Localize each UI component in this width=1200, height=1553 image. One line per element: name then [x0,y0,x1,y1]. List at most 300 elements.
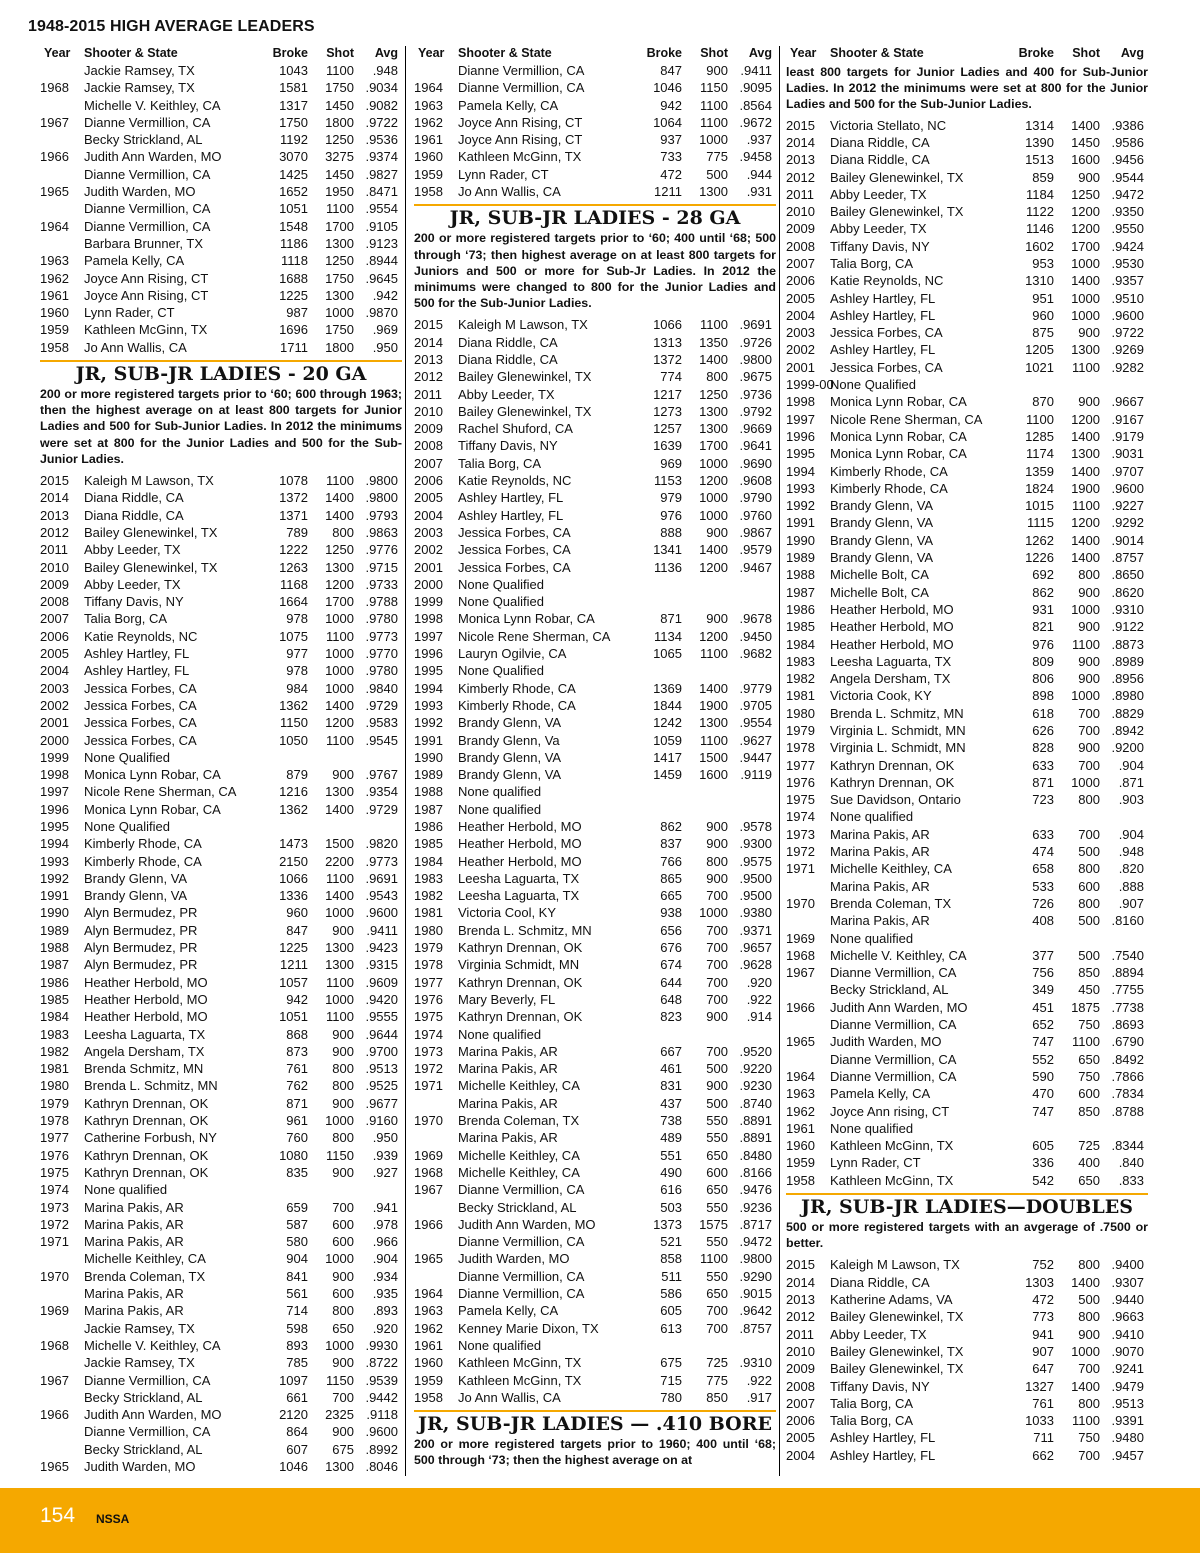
shot-cell: 1400 [1071,463,1100,479]
shooter-cell: Marina Pakis, AR [84,1303,184,1319]
shooter-cell: Bailey Glenewinkel, TX [458,403,592,419]
broke-cell: 1639 [653,438,682,454]
shot-cell: 1400 [1071,273,1100,289]
shot-cell: 900 [706,524,728,540]
broke-cell: 979 [660,490,682,506]
avg-cell: .9118 [366,1407,398,1423]
shot-cell [308,818,354,835]
shot-cell: 1300 [699,715,728,731]
shot-cell: 700 [706,974,728,990]
year-cell [40,166,84,183]
avg-cell: .942 [372,287,398,303]
year-cell [40,1441,84,1458]
year-cell: 2010 [786,204,815,220]
shot-cell: 1000 [699,507,728,523]
table-row [414,1164,776,1181]
year-cell: 1969 [786,930,815,946]
broke-cell: 656 [660,922,682,938]
broke-cell: 1844 [653,697,682,713]
shooter-cell: Katie Reynolds, NC [830,273,944,289]
shooter-cell: Bailey Glenewinkel, TX [830,1361,964,1377]
table-row [786,393,1148,410]
shot-cell [1054,376,1100,393]
table-row [414,1268,776,1285]
shot-cell: 500 [1078,913,1100,929]
shooter-cell: Alyn Bermudez, PR [84,922,198,938]
broke-cell: 1051 [279,201,308,217]
broke-cell: 521 [660,1234,682,1250]
shooter-cell: Angela Dersham, TX [830,671,951,687]
avg-cell: .9525 [365,1078,398,1094]
shooter-cell: Jackie Ramsey, TX [84,1320,195,1336]
shot-cell: 1875 [1071,999,1100,1015]
broke-cell: 761 [1032,1395,1054,1411]
avg-cell [354,818,398,835]
table-row [40,1026,402,1043]
year-cell: 1991 [786,515,815,531]
year-cell: 1977 [414,974,443,990]
shooter-cell: Kaleigh M Lawson, TX [830,1257,960,1273]
shooter-cell: Pamela Kelly, CA [830,1086,931,1102]
shot-cell [1054,930,1100,947]
shot-cell [1054,1120,1100,1137]
table-row [414,904,776,921]
shot-cell: 450 [1078,982,1100,998]
header-shooter: Shooter & State [830,46,924,60]
shot-cell: 900 [1078,740,1100,756]
year-cell: 1982 [414,888,443,904]
year-cell [40,235,84,252]
shooter-cell: Michelle Bolt, CA [830,567,929,583]
table-row [786,1326,1148,1343]
shooter-cell: Dianne Vermillion, CA [84,218,211,234]
year-cell: 1959 [414,1372,443,1388]
shot-cell: 1350 [699,334,728,350]
avg-cell: .9513 [1111,1395,1144,1411]
table-row [786,341,1148,358]
shot-cell: 700 [706,957,728,973]
page-title: 1948-2015 HIGH AVERAGE LEADERS [28,18,315,35]
avg-cell: .9677 [365,1095,398,1111]
table-row [40,1147,402,1164]
year-cell: 1993 [786,480,815,496]
shooter-cell: Marina Pakis, AR [458,1095,558,1111]
broke-cell: 809 [1032,653,1054,669]
avg-cell: .6790 [1111,1034,1144,1050]
broke-cell: 1372 [279,490,308,506]
year-cell: 1962 [414,114,443,130]
table-row [40,1216,402,1233]
table-row [414,524,776,541]
broke-cell: 1075 [279,628,308,644]
avg-cell: .9282 [1111,359,1144,375]
year-cell [414,1095,458,1112]
shot-cell: 1000 [325,991,354,1007]
table-row [414,316,776,333]
shot-cell: 1100 [700,114,728,130]
table-row [414,1372,776,1389]
avg-cell: .9447 [739,749,772,765]
shooter-cell: Jackie Ramsey, TX [84,80,195,96]
shot-cell: 650 [1078,1051,1100,1067]
shot-cell [1054,808,1100,825]
broke-cell: 1750 [279,114,308,130]
avg-cell: .8740 [739,1095,772,1111]
shooter-cell: Pamela Kelly, CA [458,97,559,113]
table-row [414,1216,776,1233]
shooter-cell: Abby Leeder, TX [830,221,927,237]
broke-cell: 489 [660,1130,682,1146]
broke-cell: 960 [286,905,308,921]
shooter-cell: Talia Borg, CA [830,1395,914,1411]
shooter-cell: Michelle Keithley, CA [458,1164,580,1180]
avg-cell: .9307 [1111,1274,1144,1290]
avg-cell: .922 [746,1372,772,1388]
avg-cell: .9479 [1111,1378,1144,1394]
table-row [786,1308,1148,1325]
shooter-cell: Judith Warden, MO [84,184,196,200]
year-cell: 1983 [40,1026,69,1042]
shot-cell: 550 [706,1113,728,1129]
shooter-cell: Dianne Vermillion, CA [830,1051,957,1067]
table-row [40,97,402,114]
year-cell: 1980 [414,922,443,938]
avg-cell: .9870 [365,305,398,321]
avg-cell: .9500 [739,888,772,904]
table-row [414,472,776,489]
column-2 [414,44,776,1474]
shot-cell: 650 [706,1182,728,1198]
shot-cell: 500 [1078,1292,1100,1308]
year-cell [414,1233,458,1250]
year-cell: 1969 [40,1303,69,1319]
broke-cell: 1136 [654,559,682,575]
broke-cell: 1664 [279,594,308,610]
broke-cell: 789 [286,524,308,540]
avg-cell: .7738 [1111,999,1144,1015]
broke-cell: 1021 [1025,359,1054,375]
broke-cell: 1078 [279,473,308,489]
table-row [786,584,1148,601]
avg-cell: .8980 [1111,688,1144,704]
avg-cell: .9070 [1111,1343,1144,1359]
broke-cell: 1184 [1026,186,1054,202]
table-row [40,183,402,200]
avg-cell: .9715 [365,559,398,575]
avg-cell: .9800 [365,490,398,506]
shooter-cell: Monica Lynn Robar, CA [830,446,967,462]
broke-cell: 648 [660,991,682,1007]
avg-cell: .9034 [365,80,398,96]
shot-cell: 1000 [1071,290,1100,306]
shooter-cell: Dianne Vermillion, CA [458,80,585,96]
shot-cell: 1000 [325,611,354,627]
avg-cell: .9867 [739,524,772,540]
shooter-cell: Joyce Ann rising, CT [830,1103,950,1119]
avg-cell: .937 [746,132,772,148]
table-row [786,463,1148,480]
avg-cell: .9015 [739,1286,772,1302]
year-cell: 1993 [414,697,443,713]
shot-cell: 700 [332,1199,354,1215]
year-cell: 1991 [40,888,69,904]
table-row [40,680,402,697]
shooter-cell: Kimberly Rhode, CA [84,853,202,869]
shot-cell: 1100 [700,1251,728,1267]
shot-cell: 1900 [1071,480,1100,496]
year-cell: 1999 [40,749,69,765]
avg-cell: .9691 [739,317,772,333]
shooter-cell: Leesha Laguarta, TX [84,1026,206,1042]
shot-cell: 1100 [326,974,354,990]
table-row [40,801,402,818]
shooter-cell: None qualified [458,801,542,817]
table-row [414,1129,776,1146]
avg-cell: .9536 [365,132,398,148]
broke-cell: 858 [660,1251,682,1267]
shot-cell: 800 [1078,895,1100,911]
shot-cell: 1200 [1071,515,1100,531]
table-row [786,981,1148,998]
avg-cell: .8894 [1111,965,1144,981]
broke-cell: 1051 [279,1009,308,1025]
broke-cell: 987 [286,305,308,321]
avg-cell [1100,930,1144,947]
year-cell: 1996 [414,646,443,662]
table-row [414,455,776,472]
shooter-cell: Brandy Glenn, VA [830,532,934,548]
table-row [786,203,1148,220]
shot-cell: 900 [1078,394,1100,410]
avg-cell: .917 [746,1389,772,1405]
header-avg: Avg [374,46,398,60]
shot-cell: 1200 [325,576,354,592]
broke-cell: 598 [286,1320,308,1336]
year-cell: 1985 [786,619,815,635]
shooter-cell: Brandy Glenn, VA [458,767,562,783]
broke-cell [632,801,682,818]
avg-cell: .8471 [365,184,398,200]
shot-cell: 700 [706,991,728,1007]
table-row [414,131,776,148]
year-cell: 2006 [40,628,69,644]
shooter-cell: Kathleen McGinn, TX [458,1372,582,1388]
year-cell: 1985 [414,836,443,852]
year-cell: 2012 [786,169,815,185]
table-row [786,169,1148,186]
avg-cell [728,1026,772,1043]
shot-cell: 1400 [699,680,728,696]
table-row [40,1441,402,1458]
table-row [40,1268,402,1285]
avg-cell: .9767 [365,767,398,783]
broke-cell: 461 [660,1061,682,1077]
shot-cell: 900 [1078,169,1100,185]
year-cell: 1970 [414,1113,443,1129]
shooter-cell: None qualified [830,1120,914,1136]
broke-cell: 1257 [653,421,682,437]
shot-cell: 900 [1078,325,1100,341]
table-row [414,166,776,183]
table-row [414,148,776,165]
broke-cell: 1066 [279,870,308,886]
shot-cell: 900 [1078,1326,1100,1342]
shot-cell: 800 [332,1078,354,1094]
table-row [414,1285,776,1302]
shooter-cell: Marina Pakis, AR [84,1199,184,1215]
broke-cell: 747 [1032,1034,1054,1050]
broke-cell: 1473 [279,836,308,852]
shooter-cell: Leesha Laguarta, TX [458,888,580,904]
avg-cell: .934 [372,1268,398,1284]
shooter-cell: Brandy Glenn, VA [458,715,562,731]
table-row [40,610,402,627]
broke-cell [1004,1120,1054,1137]
shot-cell: 1000 [325,1113,354,1129]
shot-cell: 1400 [1071,428,1100,444]
shooter-cell: Joyce Ann Rising, CT [84,270,209,286]
shooter-cell: Jackie Ramsey, TX [84,63,195,78]
avg-cell: .9726 [739,334,772,350]
shooter-cell: Judith Ann Warden, MO [84,1407,222,1423]
broke-cell: 1263 [279,559,308,575]
shooter-cell: Leesha Laguarta, TX [458,870,580,886]
broke-cell: 977 [286,646,308,662]
section-description: 500 or more registered targets with an avgerage of .7500 or better. [786,1220,1148,1251]
shooter-cell: Jackie Ramsey, TX [84,1355,195,1371]
avg-cell: .9310 [739,1355,772,1371]
table-row [786,1033,1148,1050]
column-divider [405,46,406,1476]
shooter-cell: Brandy Glenn, VA [458,749,562,765]
table-row [40,321,402,338]
avg-cell: .9179 [1111,428,1144,444]
shooter-cell: Alyn Bermudez, PR [84,940,198,956]
table-row [40,1112,402,1129]
year-cell: 1965 [40,1458,69,1474]
shot-cell: 1400 [325,801,354,817]
broke-cell: 780 [660,1389,682,1405]
shooter-cell: Pamela Kelly, CA [84,253,185,269]
table-row [786,808,1148,825]
table-row [40,1423,402,1440]
broke-cell: 511 [661,1268,682,1284]
avg-cell [728,801,772,818]
year-cell: 1990 [414,749,443,765]
shot-cell: 1100 [326,201,354,217]
shooter-cell: Marina Pakis, AR [458,1130,558,1146]
avg-cell: .9544 [1111,169,1144,185]
broke-cell: 871 [1032,774,1054,790]
shot-cell: 700 [706,888,728,904]
table-row [786,1447,1148,1464]
shot-cell: 900 [706,819,728,834]
shooter-cell: Judith Ann Warden, MO [458,1216,596,1232]
shooter-cell: Dianne Vermillion, CA [84,114,211,130]
avg-cell: .9290 [739,1268,772,1284]
shot-cell: 900 [706,836,728,852]
year-cell: 1964 [414,80,443,96]
shooter-cell: Dianne Vermillion, CA [458,1182,585,1198]
year-cell: 1988 [40,940,69,956]
avg-cell: .8942 [1111,723,1144,738]
year-cell [40,1250,84,1267]
shooter-cell: Kathleen McGinn, TX [458,1355,582,1371]
broke-cell: 474 [1032,844,1054,860]
shooter-cell: Judith Warden, MO [458,1251,570,1267]
broke-cell: 960 [1032,307,1054,323]
broke-cell: 1688 [279,270,308,286]
shooter-cell: Marina Pakis, AR [830,878,930,894]
avg-cell: .833 [1118,1172,1144,1188]
shooter-cell: Heather Herbold, MO [84,974,208,990]
shot-cell: 1400 [325,697,354,713]
broke-cell: 938 [660,905,682,921]
avg-cell: .9230 [739,1078,772,1094]
year-cell: 2014 [786,134,815,150]
shooter-cell: Bailey Glenewinkel, TX [830,1343,964,1359]
year-cell: 1965 [40,184,69,200]
table-row [786,1051,1148,1068]
avg-cell: .904 [1118,757,1144,773]
table-row [414,437,776,454]
table-row [786,566,1148,583]
table-row [786,1172,1148,1189]
column-divider [779,46,780,1476]
avg-cell: .9371 [739,922,772,938]
avg-cell: .9863 [365,524,398,540]
shooter-cell: Leesha Laguarta, TX [830,653,952,669]
shooter-cell: Nicole Rene Sherman, CA [84,784,237,800]
year-cell: 1999 [414,594,443,610]
year-cell: 2014 [414,334,443,350]
avg-cell: .904 [1118,826,1144,842]
shot-cell: 1150 [326,1372,354,1388]
broke-cell: 561 [286,1286,308,1302]
year-cell: 1998 [786,394,815,410]
shot-cell: 650 [332,1320,354,1336]
broke-cell: 605 [1032,1138,1054,1154]
table-row [786,1412,1148,1429]
table-row [414,1008,776,1025]
shot-cell: 2325 [325,1407,354,1423]
year-cell: 1989 [414,767,443,783]
avg-cell: .920 [746,974,772,990]
year-cell: 1966 [786,999,815,1015]
year-cell: 1999-00 [786,377,834,393]
shooter-cell: Diana Riddle, CA [830,152,930,168]
table-row [414,974,776,991]
year-cell: 1996 [786,428,815,444]
year-cell: 1998 [414,611,443,627]
year-cell: 1969 [414,1147,443,1163]
broke-cell: 377 [1032,947,1054,963]
shooter-cell: Kathryn Drennan, OK [458,974,583,990]
shot-cell: 500 [706,166,728,182]
broke-cell: 472 [1032,1292,1054,1308]
year-cell: 1976 [414,991,443,1007]
avg-cell: .9082 [365,97,398,113]
avg-cell: .9031 [1111,446,1144,462]
shot-cell: 1000 [1071,601,1100,617]
broke-cell: 1369 [653,680,682,696]
broke-cell: 951 [1032,290,1054,306]
shot-cell: 1300 [325,287,354,303]
year-cell: 2015 [40,473,69,489]
year-cell: 2015 [786,1257,815,1273]
year-cell [40,131,84,148]
column-header [786,44,1148,62]
